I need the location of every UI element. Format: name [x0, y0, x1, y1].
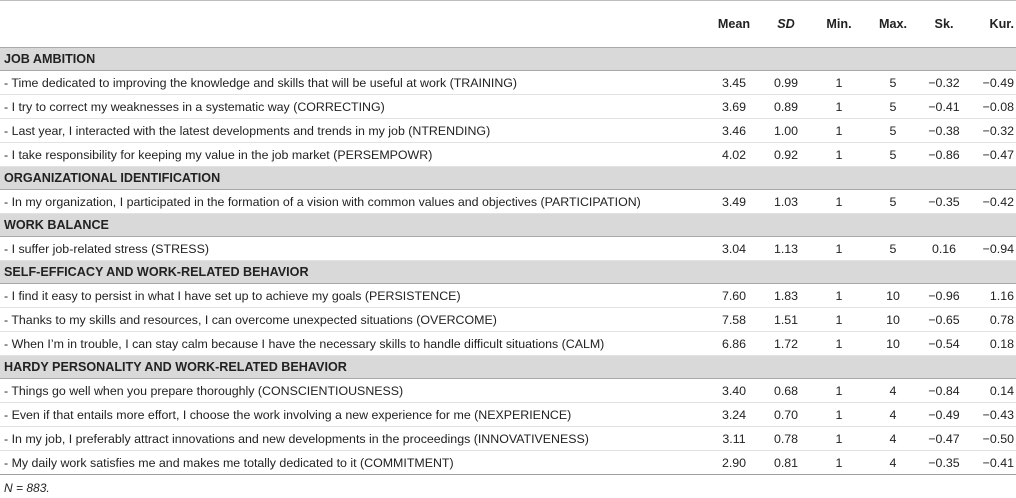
max-cell: 5: [866, 119, 920, 143]
skewness-cell: −0.47: [920, 427, 968, 451]
item-label: - I suffer job-related stress (STRESS): [0, 237, 708, 261]
max-cell: 5: [866, 237, 920, 261]
table-row: [0, 451, 1016, 475]
mean-cell: 6.86: [708, 332, 760, 356]
mean-cell: 7.58: [708, 308, 760, 332]
header-skewness: Sk.: [920, 1, 968, 48]
skewness-cell: 0.16: [920, 237, 968, 261]
min-cell: 1: [812, 71, 866, 95]
kurtosis-cell: −0.47: [968, 143, 1016, 167]
item-label: - In my organization, I participated in the formation of a vision with common values and objectives (PARTICIPATION): [0, 190, 708, 214]
sd-cell: 1.03: [760, 190, 812, 214]
table-row: [0, 95, 1016, 119]
kurtosis-cell: −0.41: [968, 451, 1016, 475]
header-mean: Mean: [708, 1, 760, 48]
min-cell: 1: [812, 284, 866, 308]
skewness-cell: −0.54: [920, 332, 968, 356]
mean-cell: 3.24: [708, 403, 760, 427]
item-label: - I find it easy to persist in what I have set up to achieve my goals (PERSISTENCE): [0, 284, 708, 308]
table-row: [0, 332, 1016, 356]
mean-cell: 7.60: [708, 284, 760, 308]
max-cell: 10: [866, 308, 920, 332]
section-title: WORK BALANCE: [0, 214, 1016, 237]
sd-cell: 1.13: [760, 237, 812, 261]
header-min: Min.: [812, 1, 866, 48]
table-row: [0, 308, 1016, 332]
min-cell: 1: [812, 332, 866, 356]
sd-cell: 0.68: [760, 379, 812, 403]
sd-cell: 0.81: [760, 451, 812, 475]
sd-cell: 0.89: [760, 95, 812, 119]
mean-cell: 3.69: [708, 95, 760, 119]
item-label: - When I’m in trouble, I can stay calm because I have the necessary skills to handle difficult situations (CALM): [0, 332, 708, 356]
mean-cell: 3.49: [708, 190, 760, 214]
item-label: - Things go well when you prepare thoroughly (CONSCIENTIOUSNESS): [0, 379, 708, 403]
table-row: [0, 71, 1016, 95]
kurtosis-cell: −0.08: [968, 95, 1016, 119]
sd-cell: 1.51: [760, 308, 812, 332]
item-label: - Thanks to my skills and resources, I can overcome unexpected situations (OVERCOME): [0, 308, 708, 332]
section-header-row: [0, 167, 1016, 190]
kurtosis-cell: −0.32: [968, 119, 1016, 143]
min-cell: 1: [812, 451, 866, 475]
skewness-cell: −0.49: [920, 403, 968, 427]
sd-cell: 0.99: [760, 71, 812, 95]
section-title: HARDY PERSONALITY AND WORK-RELATED BEHAVIOR: [0, 356, 1016, 379]
mean-cell: 3.40: [708, 379, 760, 403]
mean-cell: 2.90: [708, 451, 760, 475]
table-row: [0, 427, 1016, 451]
mean-cell: 3.46: [708, 119, 760, 143]
table-row: [0, 379, 1016, 403]
min-cell: 1: [812, 403, 866, 427]
item-label: - In my job, I preferably attract innovations and new developments in the proceedings (INNOVATIVENESS): [0, 427, 708, 451]
mean-cell: 3.45: [708, 71, 760, 95]
item-label: - I try to correct my weaknesses in a systematic way (CORRECTING): [0, 95, 708, 119]
item-label: - Even if that entails more effort, I choose the work involving a new experience for me (NEXPERIENCE): [0, 403, 708, 427]
skewness-cell: −0.32: [920, 71, 968, 95]
min-cell: 1: [812, 379, 866, 403]
kurtosis-cell: −0.94: [968, 237, 1016, 261]
header-sd: SD: [760, 1, 812, 48]
section-title: SELF-EFFICACY AND WORK-RELATED BEHAVIOR: [0, 261, 1016, 284]
max-cell: 10: [866, 284, 920, 308]
min-cell: 1: [812, 237, 866, 261]
section-header-row: [0, 356, 1016, 379]
sd-cell: 0.70: [760, 403, 812, 427]
max-cell: 4: [866, 451, 920, 475]
kurtosis-cell: −0.50: [968, 427, 1016, 451]
item-label: - I take responsibility for keeping my value in the job market (PERSEMPOWR): [0, 143, 708, 167]
skewness-cell: −0.65: [920, 308, 968, 332]
kurtosis-cell: 0.18: [968, 332, 1016, 356]
mean-cell: 3.11: [708, 427, 760, 451]
kurtosis-cell: 1.16: [968, 284, 1016, 308]
skewness-cell: −0.35: [920, 451, 968, 475]
max-cell: 4: [866, 427, 920, 451]
min-cell: 1: [812, 308, 866, 332]
skewness-cell: −0.38: [920, 119, 968, 143]
skewness-cell: −0.96: [920, 284, 968, 308]
item-label: - My daily work satisfies me and makes me totally dedicated to it (COMMITMENT): [0, 451, 708, 475]
max-cell: 4: [866, 403, 920, 427]
max-cell: 5: [866, 143, 920, 167]
sd-cell: 0.78: [760, 427, 812, 451]
kurtosis-cell: −0.43: [968, 403, 1016, 427]
section-header-row: [0, 261, 1016, 284]
sd-cell: 1.72: [760, 332, 812, 356]
header-row: [0, 1, 1016, 48]
table-body: [0, 48, 1016, 475]
min-cell: 1: [812, 95, 866, 119]
skewness-cell: −0.41: [920, 95, 968, 119]
table-row: [0, 237, 1016, 261]
item-label: - Last year, I interacted with the latest developments and trends in my job (NTRENDING): [0, 119, 708, 143]
skewness-cell: −0.35: [920, 190, 968, 214]
min-cell: 1: [812, 190, 866, 214]
min-cell: 1: [812, 427, 866, 451]
max-cell: 5: [866, 190, 920, 214]
sd-cell: 0.92: [760, 143, 812, 167]
sd-cell: 1.83: [760, 284, 812, 308]
header-label-cell: [0, 1, 708, 48]
table-row: [0, 190, 1016, 214]
header-max: Max.: [866, 1, 920, 48]
table-row: [0, 403, 1016, 427]
kurtosis-cell: 0.78: [968, 308, 1016, 332]
mean-cell: 4.02: [708, 143, 760, 167]
sd-cell: 1.00: [760, 119, 812, 143]
section-title: JOB AMBITION: [0, 48, 1016, 71]
header-kurtosis: Kur.: [968, 1, 1016, 48]
item-label: - Time dedicated to improving the knowledge and skills that will be useful at work (TRAINING): [0, 71, 708, 95]
max-cell: 5: [866, 71, 920, 95]
table-row: [0, 119, 1016, 143]
table-row: [0, 143, 1016, 167]
mean-cell: 3.04: [708, 237, 760, 261]
max-cell: 5: [866, 95, 920, 119]
max-cell: 4: [866, 379, 920, 403]
skewness-cell: −0.84: [920, 379, 968, 403]
sample-size-note: N = 883.: [4, 481, 50, 495]
table-row: [0, 284, 1016, 308]
kurtosis-cell: −0.49: [968, 71, 1016, 95]
max-cell: 10: [866, 332, 920, 356]
skewness-cell: −0.86: [920, 143, 968, 167]
min-cell: 1: [812, 143, 866, 167]
min-cell: 1: [812, 119, 866, 143]
section-header-row: [0, 48, 1016, 71]
kurtosis-cell: 0.14: [968, 379, 1016, 403]
section-header-row: [0, 214, 1016, 237]
section-title: ORGANIZATIONAL IDENTIFICATION: [0, 167, 1016, 190]
kurtosis-cell: −0.42: [968, 190, 1016, 214]
